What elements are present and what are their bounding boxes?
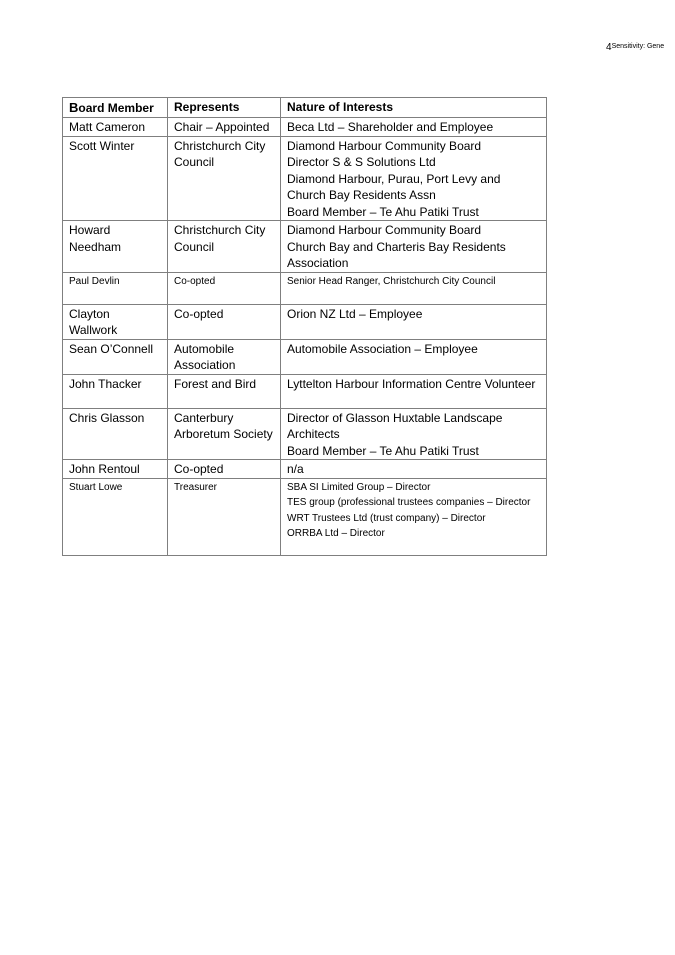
sensitivity-label: Sensitivity: Gene — [611, 43, 665, 50]
table-row — [63, 221, 547, 273]
interests-cell — [281, 478, 547, 555]
table-row — [63, 272, 547, 304]
interest-line: Diamond Harbour Community Board — [287, 223, 482, 237]
represents-cell: Co-opted — [168, 460, 281, 479]
table-header-row — [63, 98, 547, 118]
member-cell: Chris Glasson — [63, 408, 168, 460]
table-row — [63, 339, 547, 374]
interests-cell — [281, 136, 547, 221]
table-row — [63, 304, 547, 339]
interest-line: Director S & S Solutions Ltd — [287, 155, 436, 169]
table-row — [63, 374, 547, 408]
page-header — [606, 42, 664, 52]
member-cell: Clayton Wallwork — [63, 304, 168, 339]
represents-cell: Chair – Appointed — [168, 118, 281, 137]
interest-line: Director of Glasson Huxtable Landscape Architects — [287, 410, 503, 441]
member-cell: Scott Winter — [63, 136, 168, 221]
interests-cell — [281, 221, 547, 273]
table-row — [63, 460, 547, 479]
interests-cell — [281, 374, 547, 408]
represents-cell: Co-opted — [168, 304, 281, 339]
table-row — [63, 408, 547, 460]
interest-line: Lyttelton Harbour Information Centre Volunteer — [287, 376, 536, 391]
represents-cell: Christchurch City Council — [168, 136, 281, 221]
interest-line: Diamond Harbour, Purau, Port Levy and Church Bay Residents Assn — [287, 171, 501, 202]
interest-line: Church Bay and Charteris Bay Residents Association — [287, 239, 506, 270]
interests-cell — [281, 118, 547, 137]
member-cell: Sean O’Connell — [63, 339, 168, 374]
interest-line: SBA SI Limited Group – Director — [287, 481, 431, 493]
interest-line: Beca Ltd – Shareholder and Employee — [287, 120, 494, 134]
interest-line: ORRBA Ltd – Director — [287, 528, 385, 539]
column-header-board-member: Board Member — [63, 98, 168, 118]
represents-cell: Co-opted — [168, 272, 281, 304]
interests-cell — [281, 304, 547, 339]
interest-line: Diamond Harbour Community Board — [287, 138, 482, 153]
member-cell: Matt Cameron — [63, 118, 168, 137]
interests-cell — [281, 408, 547, 460]
interest-line: Board Member – Te Ahu Patiki Trust — [287, 204, 479, 219]
member-cell: Stuart Lowe — [63, 478, 168, 555]
member-cell: John Rentoul — [63, 460, 168, 479]
table-row — [63, 136, 547, 221]
page-number: 4 — [606, 42, 612, 53]
interests-cell — [281, 460, 547, 479]
member-cell: Paul Devlin — [63, 272, 168, 304]
interest-line: n/a — [287, 462, 304, 476]
column-header-represents: Represents — [168, 98, 281, 118]
member-cell: John Thacker — [63, 374, 168, 408]
interests-cell — [281, 339, 547, 374]
table-row — [63, 118, 547, 137]
represents-cell: Christchurch City Council — [168, 221, 281, 273]
board-interests-table — [62, 97, 547, 556]
interest-line: Board Member – Te Ahu Patiki Trust — [287, 443, 479, 458]
represents-cell: Canterbury Arboretum Society — [168, 408, 281, 460]
represents-cell: Automobile Association — [168, 339, 281, 374]
column-header-nature-of-interests: Nature of Interests — [281, 98, 547, 118]
represents-cell: Forest and Bird — [168, 374, 281, 408]
interest-line: Senior Head Ranger, Christchurch City Council — [287, 275, 496, 287]
interest-line: Orion NZ Ltd – Employee — [287, 306, 423, 321]
interests-cell — [281, 272, 547, 304]
interest-line: TES group (professional trustees companies – Director — [287, 497, 531, 508]
table-row — [63, 478, 547, 555]
interest-line: WRT Trustees Ltd (trust company) – Director — [287, 512, 486, 524]
member-cell: Howard Needham — [63, 221, 168, 273]
interest-line: Automobile Association – Employee — [287, 341, 478, 356]
represents-cell: Treasurer — [168, 478, 281, 555]
